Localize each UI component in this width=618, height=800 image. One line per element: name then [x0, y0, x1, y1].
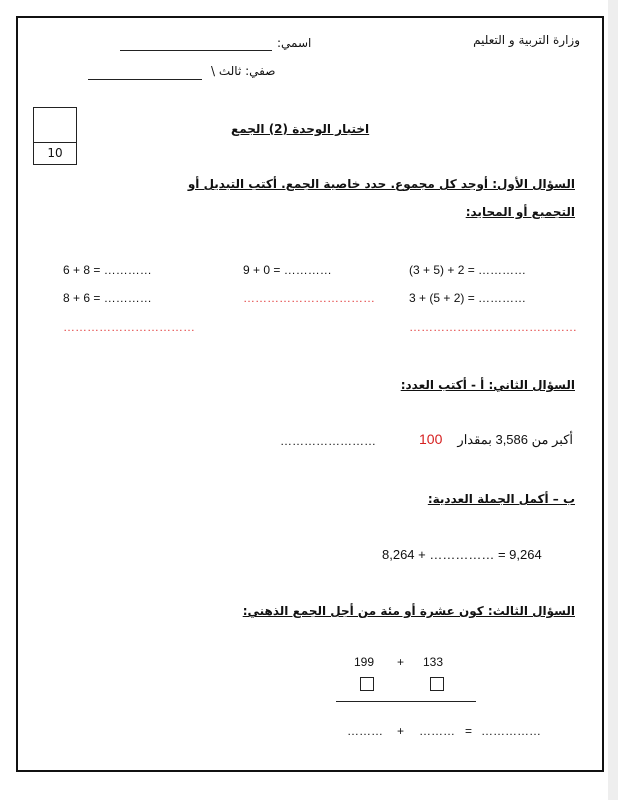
score-box: [33, 107, 77, 165]
q3-box-2: [430, 677, 444, 691]
q1-col1-property-answer: ……………………………: [63, 320, 195, 334]
ministry-label: وزارة التربية و التعليم: [473, 33, 580, 47]
q1-col2-equation-a: 9 + 0 = …………: [243, 263, 332, 277]
name-blank-line: [120, 50, 272, 51]
q2-bigger-value: 100: [419, 431, 443, 447]
q1-col1-equation-a: 6 + 8 = …………: [63, 263, 152, 277]
q3-answer-left-blank: ………: [347, 724, 383, 738]
q1-prompt-line1: السؤال الأول: أوجد كل مجموع. حدد خاصية الجمع. أكتب التبديل أو: [187, 177, 575, 191]
q3-answer-mid-blank: ………: [419, 724, 455, 738]
q1-col3-equation-a: (3 + 5) + 2 = …………: [409, 263, 527, 277]
score-divider: [34, 142, 76, 143]
q3-box-1: [360, 677, 374, 691]
q3-addend-2: 133: [423, 655, 444, 669]
q1-col3-property-answer: ……………………………………: [409, 320, 577, 334]
q3-answer-equals: =: [465, 724, 473, 738]
q3-answer-plus: +: [397, 724, 405, 738]
q1-col3-equation-b: 3 + (5 + 2) = …………: [409, 291, 527, 305]
name-label: اسمي:: [277, 36, 312, 50]
q2-answer-blank: ……………………: [280, 434, 376, 448]
page-title: اختبار الوحدة (2) الجمع: [231, 122, 370, 136]
q3-plus-sign: +: [397, 655, 405, 669]
q2-prompt: السؤال الثاني: أ - أكتب العدد:: [400, 378, 575, 392]
class-blank-line: [88, 79, 202, 80]
q3-addend-1: 199: [354, 655, 375, 669]
class-label: صفي: ثالث \: [211, 64, 276, 78]
q2-number-sentence: 8,264 + …………… = 9,264: [382, 547, 542, 562]
q2-part-b-prompt: ب – أكمل الجملة العددية:: [427, 492, 575, 506]
q3-answer-right-blank: ……………: [481, 724, 541, 738]
q1-prompt-line2: التجميع أو المحايد:: [465, 205, 575, 219]
q3-sum-line: [336, 701, 476, 702]
q1-col2-property-answer: ……………………………: [243, 291, 375, 305]
viewer-edge-strip: [608, 0, 618, 800]
q1-col1-equation-b: 8 + 6 = …………: [63, 291, 152, 305]
q2-bigger-than-text: أكبر من 3,586 بمقدار: [457, 432, 573, 447]
q3-prompt: السؤال الثالث: كون عشرة أو مئة من أجل الجمع الذهني:: [242, 604, 575, 618]
score-value: 10: [47, 146, 63, 160]
